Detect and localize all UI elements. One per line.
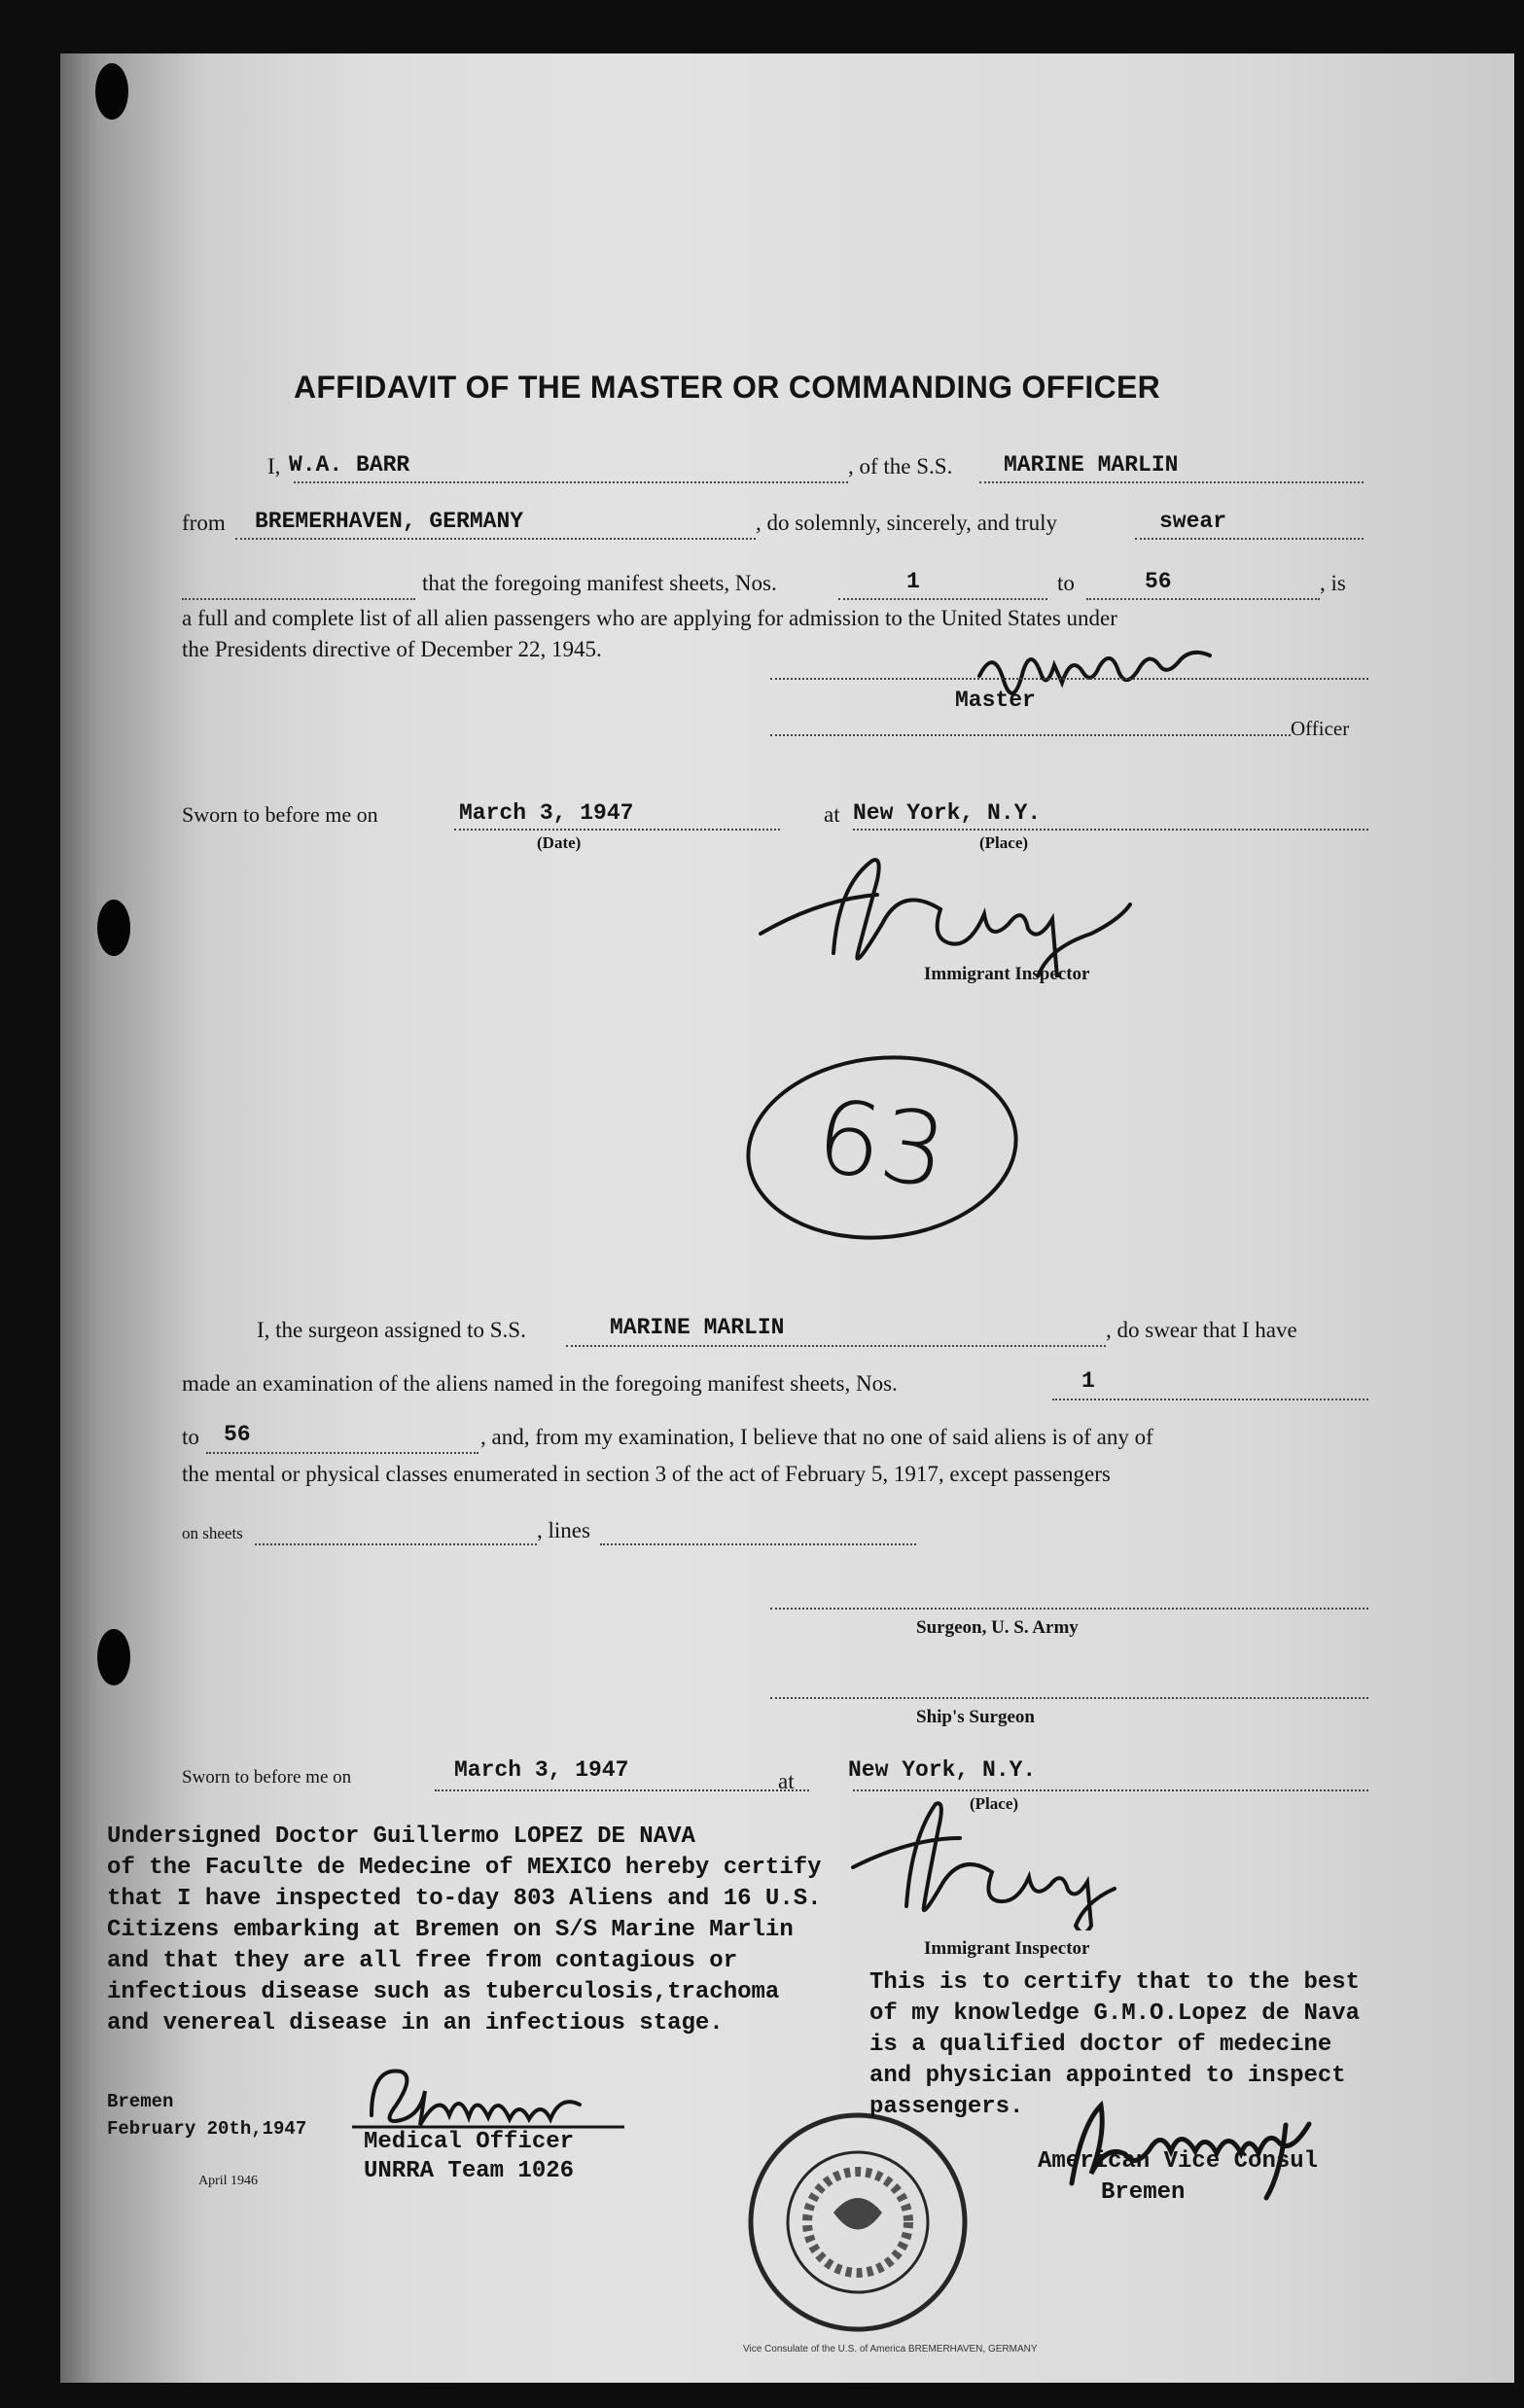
sworn-label: Sworn to before me on [182, 802, 378, 827]
is-label: , is [1320, 571, 1346, 595]
ship-name-line [979, 481, 1364, 483]
surgeon-line3: , and, from my examination, I believe that no one of said aliens is of any of [480, 1425, 1153, 1449]
consul-certificate-line: This is to certify that to the best [869, 1969, 1361, 1996]
ship-name: MARINE MARLIN [1004, 452, 1179, 478]
to-label: to [1057, 571, 1075, 595]
punch-hole-middle [97, 900, 130, 956]
port-line [235, 538, 756, 540]
surgeon-sheet-to-line [206, 1452, 478, 1454]
surgeon-army-line [770, 1608, 1368, 1610]
surgeon-inspector-label: Immigrant Inspector [924, 1938, 1090, 1959]
affidavit-body-line2: the Presidents directive of December 22, 1945. [182, 637, 602, 661]
consul-signature [1043, 2086, 1354, 2203]
surgeon-sworn-place: New York, N.Y. [848, 1757, 1037, 1783]
sworn-place-line [853, 829, 1368, 831]
consulate-seal [741, 2106, 975, 2339]
surgeon-at-label: at [778, 1769, 795, 1793]
surgeon-to-label: to [182, 1425, 199, 1449]
surgeon-line2: made an examination of the aliens named in the foregoing manifest sheets, Nos. [182, 1371, 898, 1396]
sheet-from-line [838, 598, 1047, 600]
surgeon-line1-end: , do swear that I have [1106, 1318, 1297, 1342]
i-label: I, [267, 454, 281, 478]
doctor-certificate-line: Citizens embarking at Bremen on S/S Marine Marlin [107, 1917, 794, 1943]
surgeon-line1-start: I, the surgeon assigned to S.S. [257, 1318, 526, 1342]
doctor-team: UNRRA Team 1026 [364, 2158, 575, 2184]
blank-line [182, 598, 415, 600]
of-the-ss-label: , of the S.S. [848, 454, 953, 478]
sheet-to: 56 [1145, 569, 1172, 594]
form-date: April 1946 [198, 2174, 259, 2188]
lines-label: , lines [537, 1518, 590, 1542]
sworn-place: New York, N.Y. [853, 800, 1042, 826]
surgeon-line4: the mental or physical classes enumerated in section 3 of the act of February 5, 1917, except passengers [182, 1462, 1111, 1486]
surgeon-ship-name: MARINE MARLIN [610, 1315, 785, 1340]
master-name-line [294, 481, 848, 483]
doctor-signature [352, 2057, 624, 2135]
surgeon-ship-line [566, 1345, 1106, 1347]
surgeon-army-label: Surgeon, U. S. Army [916, 1617, 1079, 1638]
doctor-date: February 20th,1947 [107, 2118, 307, 2140]
surgeon-sheet-to: 56 [224, 1422, 251, 1447]
consul-title: American Vice Consul [1038, 2148, 1319, 2175]
officer-line [770, 734, 1291, 736]
from-label: from [182, 511, 226, 535]
surgeon-sheet-from-line [1052, 1399, 1368, 1400]
consul-certificate-line: passengers. [869, 2094, 1024, 2120]
solemnly-text: , do solemnly, sincerely, and truly [756, 511, 1058, 535]
punch-hole-lower [97, 1629, 130, 1685]
surgeon-sheet-from: 1 [1081, 1368, 1095, 1394]
surgeon-sworn-label: Sworn to before me on [182, 1767, 352, 1788]
affidavit-body-line1: a full and complete list of all alien passengers who are applying for admission to the United States under [182, 606, 1117, 630]
master-rank: Master [955, 688, 1036, 713]
doctor-certificate-line: and that they are all free from contagious or [107, 1948, 738, 1974]
consul-certificate-line: and physician appointed to inspect [869, 2063, 1346, 2089]
master-signature-line [770, 678, 1368, 680]
circled-number-text: 63 [809, 1076, 954, 1212]
inspector-label: Immigrant Inspector [924, 964, 1090, 984]
consul-certificate-line: of my knowledge G.M.O.Lopez de Nava [869, 2001, 1361, 2027]
at-label: at [824, 802, 840, 827]
seal-text: Vice Consulate of the U.S. of America BREMERHAVEN, GERMANY [743, 2344, 1038, 2355]
on-sheets-line [255, 1543, 537, 1545]
ships-surgeon-label: Ship's Surgeon [916, 1707, 1035, 1727]
doctor-certificate-line: infectious disease such as tuberculosis,trachoma [107, 1979, 780, 2005]
surgeon-sworn-date: March 3, 1947 [454, 1757, 629, 1783]
consul-place: Bremen [1101, 2179, 1186, 2206]
doctor-certificate-line: of the Faculte de Medecine of MEXICO hereby certify [107, 1855, 822, 1881]
doctor-title: Medical Officer [364, 2129, 575, 2155]
doctor-certificate-line: and venereal disease in an infectious stage. [107, 2010, 724, 2036]
oath-word: swear [1159, 509, 1227, 534]
foregoing-text: that the foregoing manifest sheets, Nos. [422, 571, 777, 595]
lines-line [600, 1543, 916, 1545]
date-caption: (Date) [537, 833, 582, 852]
surgeon-sworn-date-line [435, 1789, 809, 1791]
document-page [60, 53, 1514, 2383]
inspector-signature-2 [838, 1785, 1159, 1930]
surgeon-place-caption: (Place) [970, 1794, 1019, 1813]
page-title: AFFIDAVIT OF THE MASTER OR COMMANDING OFFICER [294, 370, 1161, 405]
port: BREMERHAVEN, GERMANY [255, 509, 524, 534]
doctor-place: Bremen [107, 2091, 174, 2112]
oath-line [1135, 538, 1364, 540]
sheet-from: 1 [906, 569, 920, 594]
master-name: W.A. BARR [289, 452, 410, 478]
officer-label: Officer [1291, 717, 1350, 740]
inspector-signature [741, 841, 1188, 977]
sworn-date: March 3, 1947 [459, 800, 634, 826]
sworn-date-line [454, 829, 780, 831]
ships-surgeon-line [770, 1697, 1368, 1699]
consul-certificate-line: is a qualified doctor of medecine [869, 2032, 1332, 2058]
sheet-to-line [1086, 598, 1320, 600]
punch-hole-top [95, 63, 128, 120]
on-sheets-label: on sheets [182, 1524, 243, 1542]
doctor-certificate-line: that I have inspected to-day 803 Aliens and 16 U.S. [107, 1886, 822, 1912]
bleed-through [352, 112, 936, 306]
place-caption: (Place) [979, 833, 1029, 852]
doctor-certificate-line: Undersigned Doctor Guillermo LOPEZ DE NAVA [107, 1824, 695, 1850]
